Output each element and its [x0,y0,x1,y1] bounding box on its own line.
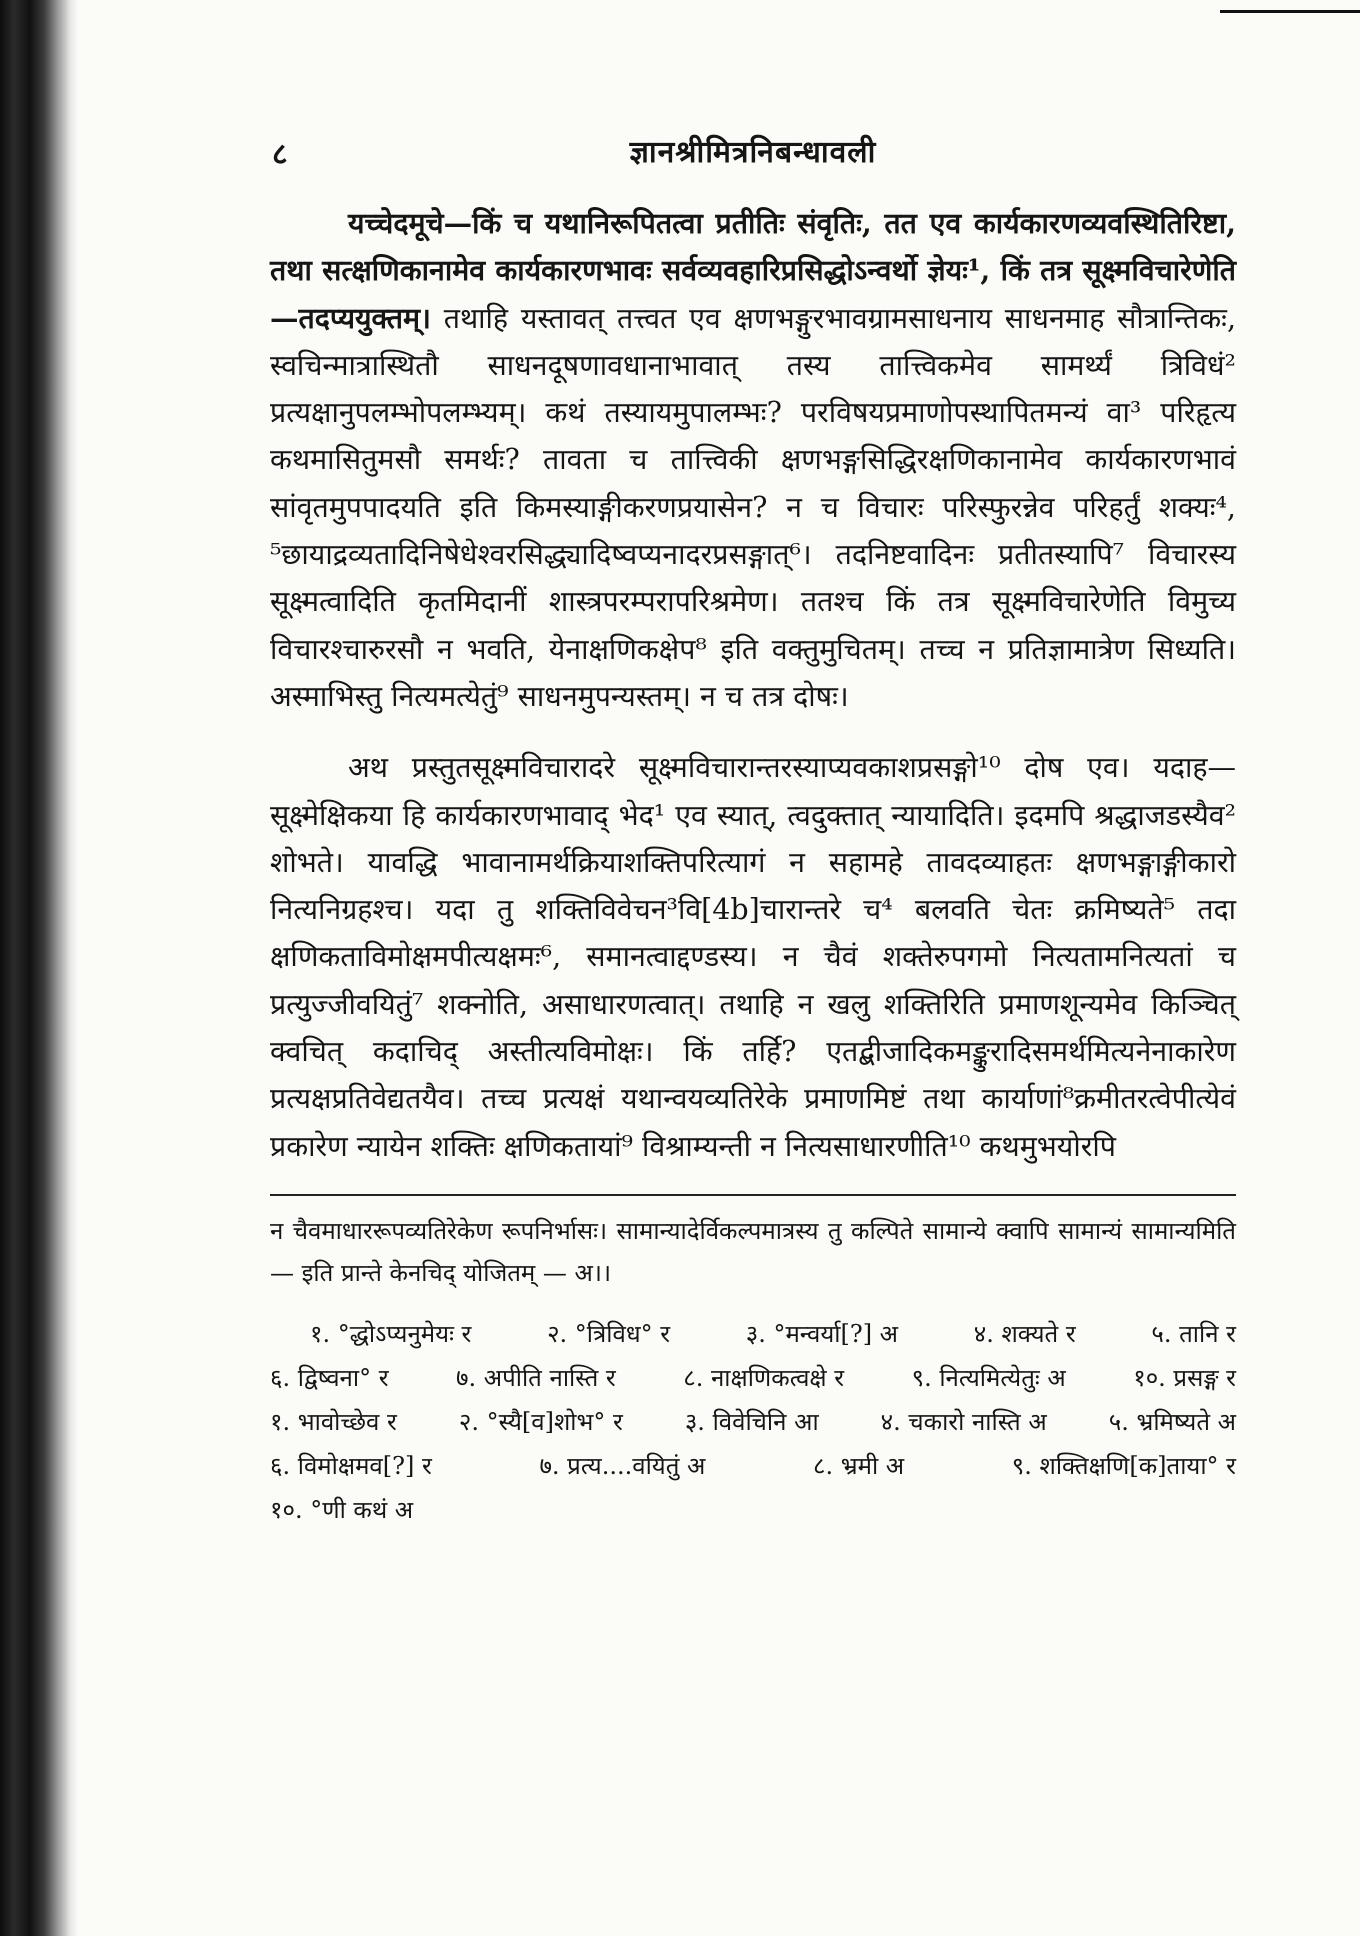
footnote: ९. शक्तिक्षणि[क]ताया° र [1011,1451,1236,1480]
footnote: ३. °मन्वर्या[?] अ [745,1319,899,1348]
footnote: ८. नाक्षणिकत्वक्षे र [683,1363,845,1392]
page [270,126,1236,1532]
paragraph-2-text: अथ प्रस्तुतसूक्ष्मविचारादरे सूक्ष्मविचारान्तरस्याप्यवकाशप्रसङ्गो¹⁰ दोष एव। यदाह—सूक्ष्मेक्षिकया हि कार्यकारणभावाद् भेद¹ एव स्यात्, त्वदुक्तात् न्यायादिति। इदमपि श्रद्धाजडस्यैव² शोभते। यावद्धि भावानामर्थक्रियाशक्तिपरित्यागं न सहामहे तावदव्याहतः क्षणभङ्गाङ्गीकारो नित्यनिग्रहश्च। यदा तु शक्तिविवेचन³वि[4b]चारान्तरे च⁴ बलवति चेतः क्रमिष्यते⁵ तदा क्षणिकताविमोक्षमपीत्यक्षमः⁶, समानत्वाद्दण्डस्य। न चैवं शक्तेरुपगमो नित्यतामनित्यतां च प्रत्युज्जीवयितुं⁷ शक्नोति, असाधारणत्वात्। तथाहि न खलु शक्तिरिति प्रमाणशून्यमेव किञ्चित् क्वचित् कदाचिद् अस्तीत्यविमोक्षः। किं तर्हि? एतद्बीजादिकमङ्कुरादिसमर्थमित्यनेनाकारेण प्रत्यक्षप्रतिवेद्यतयैव। तच्च प्रत्यक्षं यथान्वयव्यतिरेके प्रमाणमिष्टं तथा कार्याणां⁸क्रमीतरत्वेपीत्येवं प्रकारेण न्यायेन शक्तिः क्षणिकतायां⁹ विश्राम्यन्ती न नित्यसाधारणीति¹⁰ कथमुभयोरपि [270,751,1236,1163]
footnote: ७. प्रत्य....वयितुं अ [539,1451,706,1480]
page-header [270,126,1236,178]
running-title: ज्ञानश्रीमित्रनिबन्धावली [629,135,877,170]
footnote: १. °द्धोऽप्यनुमेयः र [310,1319,472,1348]
footnote-row [270,1444,1236,1488]
paragraph-2 [270,744,1236,1170]
footnote-row [270,1400,1236,1444]
paragraph-1-text: तथाहि यस्तावत् तत्त्वत एव क्षणभङ्गुरभावग्रामसाधनाय साधनमाह सौत्रान्तिकः, स्वचिन्मात्रास्थितौ साधनदूषणावधानाभावात् तस्य तात्त्विकमेव सामर्थ्यं त्रिविधं² प्रत्यक्षानुपलम्भोपलम्भ्यम्। कथं तस्यायमुपालम्भः? परविषयप्रमाणोपस्थापितमन्यं वा³ परिहृत्य कथमासितुमसौ समर्थः? तावता च तात्त्विकी क्षणभङ्गसिद्धिरक्षणिकानामेव कार्यकारणभावं सांवृतमुपपादयति इति किमस्याङ्गीकरणप्रयासेन? न च विचारः परिस्फुरन्नेव परिहर्तुं शक्यः⁴, ⁵छायाद्रव्यतादिनिषेधेश्वरसिद्ध्यादिष्वप्यनादरप्रसङ्गात्⁶। तदनिष्टवादिनः प्रतीतस्यापि⁷ विचारस्य सूक्ष्मत्वादिति कृतमिदानीं शास्त्रपरम्परापरिश्रमेण। ततश्च किं तत्र सूक्ष्मविचारेणेति विमुच्य विचारश्चारुरसौ न भवति, येनाक्षणिकक्षेप⁸ इति वक्तुमुचितम्। तच्च न प्रतिज्ञामात्रेण सिध्यति। अस्माभिस्तु नित्यमत्येतुं⁹ साधनमुपन्यस्तम्। न च तत्र दोषः। [270,301,1236,713]
page-number: ८ [272,137,288,172]
footnote: ७. अपीति नास्ति र [456,1363,616,1392]
paragraph-1 [270,200,1236,720]
footnote: १०. °णी कथं अ [270,1495,414,1524]
footnote: ९. नित्यमित्येतुः अ [911,1363,1066,1392]
footnote-divider [270,1194,1236,1196]
footnote-row [270,1312,1236,1356]
scan-binding-edge [0,0,78,1936]
footnote-row [270,1488,1236,1532]
footnote: ८. भ्रमी अ [812,1451,905,1480]
footnote: ६. द्विष्वना° र [270,1363,389,1392]
footnote: ५. भ्रमिष्यते अ [1108,1407,1236,1436]
footnote: २. °त्रिविध° र [547,1319,671,1348]
paragraph-1-lead: यच्चेदमूचे—किं च यथानिरूपितत्वा प्रतीतिः संवृतिः, तत एव कार्यकारणव्यवस्थितिरिष्टा, तथा सत्क्षणिकानामेव कार्यकारणभावः सर्वव्यवहारिप्रसिद्धोऽन्वर्थो ज्ञेयः¹, किं तत्र सूक्ष्मविचारेणेति—तदप्ययुक्तम्। [270,206,1236,335]
scan-top-mark [1220,0,1360,13]
footnote: ५. तानि र [1151,1319,1236,1348]
footnote: ४. चकारो नास्ति अ [880,1407,1047,1436]
footnote: १. भावोच्छेव र [270,1407,397,1436]
footnote: ६. विमोक्षमव[?] र [270,1451,432,1480]
footnote: ३. विवेचिनि आ [684,1407,819,1436]
footnote-continuation: न चैवमाधाररूपव्यतिरेकेण रूपनिर्भासः। सामान्यादेर्विकल्पमात्रस्य तु कल्पिते सामान्ये क्वापि सामान्यं सामान्यमिति — इति प्रान्ते केनचिद् योजितम् — अ।। [270,1216,1236,1287]
footnotes [270,1312,1236,1532]
footnote-row [270,1356,1236,1400]
footnote: ४. शक्यते र [973,1319,1076,1348]
footnote: २. °स्यै[व]शोभ° र [458,1407,623,1436]
footnote: १०. प्रसङ्ग र [1133,1363,1236,1392]
